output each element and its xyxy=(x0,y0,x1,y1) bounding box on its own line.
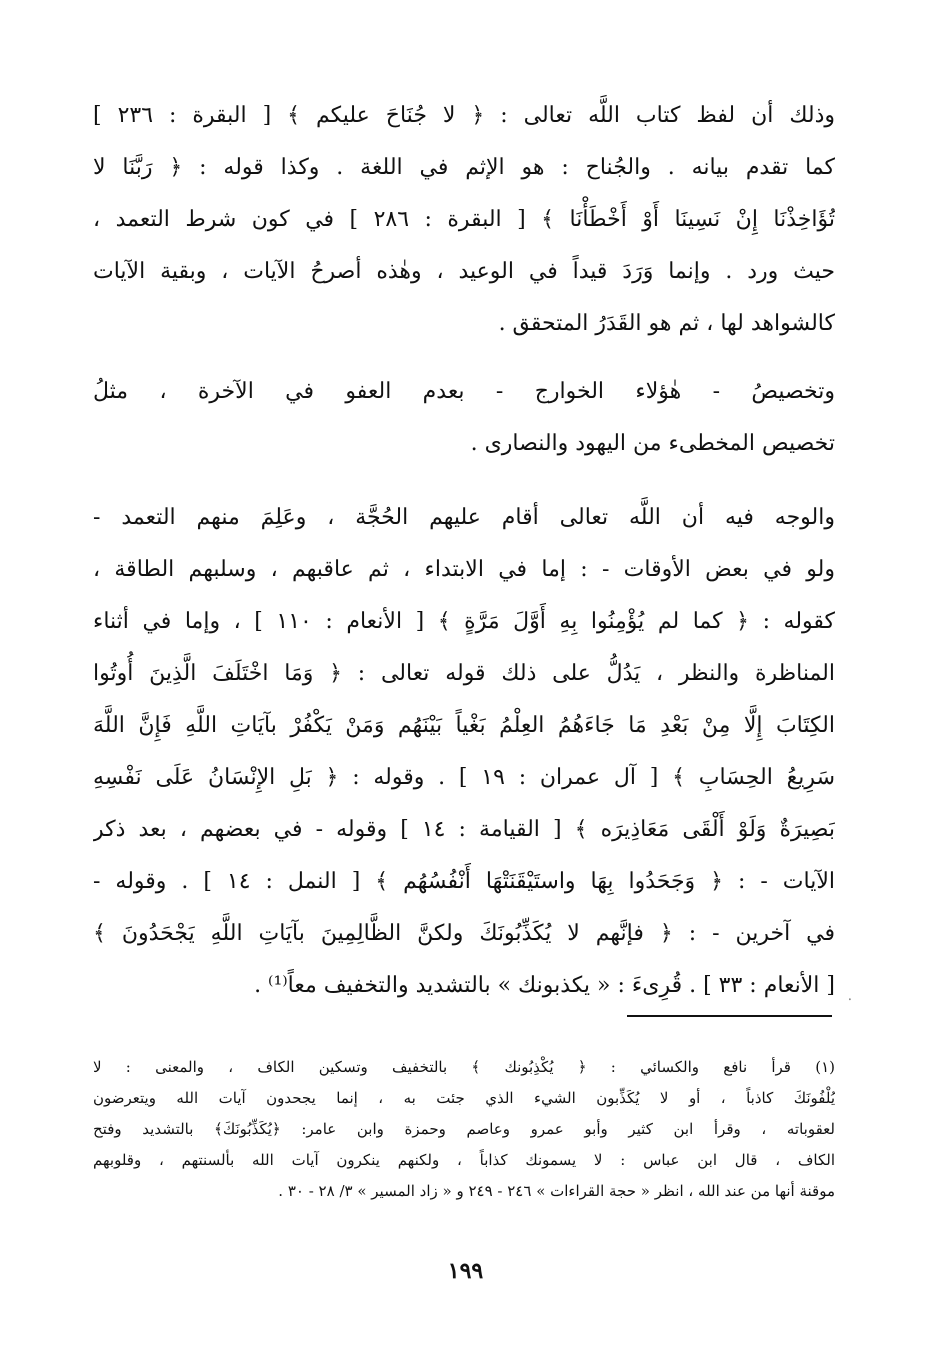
footnote-line: الكاف ، قال ابن عباس : لا يسمونك كذاباً ، ولكنهم ينكرون آيات الله بألسنتهم ، وقلوبهم xyxy=(93,1151,835,1169)
footnotes xyxy=(93,1052,835,1207)
scan-speck: ⸱ xyxy=(848,992,852,1008)
footnote-line: لعقوباته ، وقرأ ابن كثير وأبو عمرو وعاصم وحمزة وابن عامر: ﴿يُكَذِّبُونَكَ﴾ بالتشديد وفتح xyxy=(93,1120,835,1138)
paragraph-3 xyxy=(93,492,835,1012)
text-line: [ الأنعام : ٣٣ ] . قُرِىءَ : « يكذبونك » بالتشديد والتخفيف معاً⁽¹⁾ . xyxy=(254,973,835,998)
text-line: كما تقدم بيانه . والجُناح : هو الإثم في اللغة . وكذا قوله : ﴿ رَبَّنَا لا xyxy=(93,155,835,180)
footnote-line: (١) قرأ نافع والكسائي : ﴿ يُكْذِبُونك ﴾ بالتخفيف وتسكين الكاف ، والمعنى : لا xyxy=(93,1058,835,1076)
text-line: تخصيص المخطىء من اليهود والنصارى . xyxy=(470,431,835,456)
paragraph-1 xyxy=(93,90,835,350)
text-line: وتخصيصُ - هٰؤلاء الخوارج - بعدم العفو في الآخرة ، مثلُ xyxy=(93,379,835,404)
text-line: حيث ورد . وإنما وَرَدَ قيداً في الوعيد ، وهٰذه أصرحُ الآيات ، وبقية الآيات xyxy=(93,259,835,284)
text-line: ولو في بعض الأوقات - : إما في الابتداء ، ثم عاقبهم ، وسلبهم الطاقة ، xyxy=(93,557,835,582)
footnote-line: موقنة أنها من عند الله ، انظر « حجة القراءات » ٢٤٦ - ٢٤٩ و « زاد المسير » ٣/ ٢٨ - ٣٠ . xyxy=(278,1182,835,1200)
text-line: كقوله : ﴿ كما لم يُؤْمِنُوا بِهِ أَوَّلَ مَرَّةٍ ﴾ [ الأنعام : ١١٠ ] ، وإما في أثناء xyxy=(93,609,835,634)
text-line: كالشواهد لها ، ثم هو القَدَرُ المتحقق . xyxy=(498,311,835,336)
page-number: ١٩٩ xyxy=(447,1258,484,1284)
text-line: في آخرين - : ﴿ فإنَّهم لا يُكَذِّبُونَكَ ولكنَّ الظَّالِمِينَ بآيَاتِ اللَّهِ يَجْحَدُونَ ﴾ xyxy=(93,921,835,946)
footnote-separator xyxy=(627,1015,832,1017)
text-line: سَرِيعُ الحِسَابِ ﴾ [ آل عمران : ١٩ ] . وقوله : ﴿ بَلِ الإِنْسَانُ عَلَى نَفْسِهِ xyxy=(93,765,835,790)
text-line: والوجه فيه أن اللَّه تعالى أقام عليهم الحُجَّة ، وعَلِمَ منهم التعمد - xyxy=(93,505,835,530)
footnote-line: يُلْفُونَكَ كاذباً ، أو لا يُكَذِّبون الشيء الذي جئت به ، إنما يجحدون آيات الله ويتعرضون xyxy=(93,1089,835,1107)
text-line: الكِتَابَ إِلَّا مِنْ بَعْدِ مَا جَاءَهُمُ العِلْمُ بَغْياً بَيْنَهُم وَمَنْ يَكْفُرْ بآيَاتِ اللَّهِ فَإِنَّ اللَّهَ xyxy=(93,713,835,738)
text-line: بَصِيرَةٌ وَلَوْ أَلْقَى مَعَاذِيرَه ﴾ [ القيامة : ١٤ ] وقوله - في بعضهم ، بعد ذكر xyxy=(93,817,835,842)
text-line: الآيات - : ﴿ وَجَحَدُوا بِهَا واستَيْقَنَتْهَا أَنْفُسُهُم ﴾ [ النمل : ١٤ ] . وقوله - xyxy=(93,869,835,894)
text-line: وذلك أن لفظ كتاب اللَّه تعالى : ﴿ لا جُنَاحَ عليكم ﴾ [ البقرة : ٢٣٦ ] xyxy=(93,103,835,128)
text-line: تُؤَاخِذْنَا إِنْ نَسِينَا أَوْ أَخْطَأْنَا ﴾ [ البقرة : ٢٨٦ ] في كون شرط التعمد ، xyxy=(93,207,835,232)
text-line: المناظرة والنظر ، يَدُلُّ على ذلك قوله تعالى : ﴿ وَمَا اخْتَلَفَ الَّذِينَ أُوتُوا xyxy=(93,661,835,686)
paragraph-2 xyxy=(93,366,835,470)
